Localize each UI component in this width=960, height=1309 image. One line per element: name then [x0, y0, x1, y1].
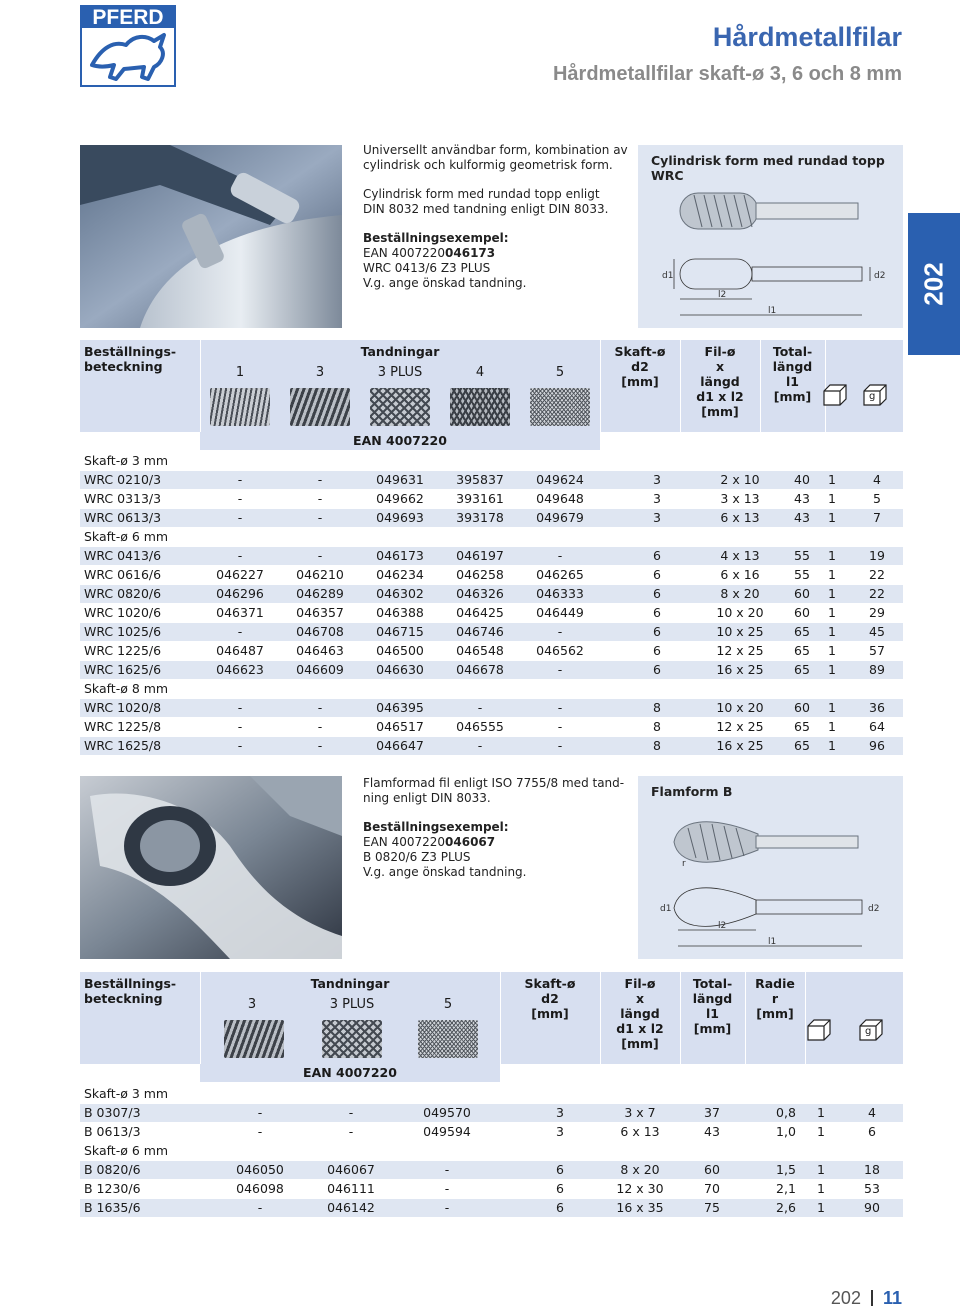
table-row — [80, 718, 903, 736]
table-cell: 046395 — [376, 700, 424, 715]
table-cell: 046234 — [376, 567, 424, 582]
table2-ean-header: EAN 4007220 — [200, 1064, 500, 1082]
table-cell: - — [317, 510, 323, 525]
teeth-texture-3 — [224, 1020, 284, 1058]
table-cell: 1 — [828, 700, 836, 715]
table-cell: 049679 — [536, 510, 584, 525]
chapter-tab: 202 — [908, 213, 960, 355]
table-cell: 3 — [556, 1105, 564, 1120]
table-cell: - — [557, 624, 563, 639]
svg-text:PFERD: PFERD — [92, 6, 164, 29]
order-code: WRC 0413/6 Z3 PLUS — [363, 261, 491, 275]
teeth-3plus: 3 PLUS — [377, 365, 423, 380]
group-title-row — [80, 452, 903, 470]
table-cell: 049662 — [376, 491, 424, 506]
teeth-texture-1 — [210, 388, 270, 426]
table-cell: 049648 — [536, 491, 584, 506]
table-cell: 57 — [869, 643, 885, 658]
table-cell: 65 — [794, 624, 810, 639]
table-cell: 22 — [869, 586, 885, 601]
group-title-row — [80, 528, 903, 546]
table-cell: 046609 — [296, 662, 344, 677]
col-radius: Radie r [mm] — [755, 976, 795, 1021]
table-cell: 3 — [653, 491, 661, 506]
table-cell: WRC 0613/3 — [84, 510, 162, 525]
table-cell: 2,1 — [776, 1181, 796, 1196]
table-cell: 18 — [864, 1162, 880, 1177]
table-cell: - — [237, 491, 243, 506]
table-cell: 6 — [653, 548, 661, 563]
dim-d1: d1 — [660, 904, 672, 914]
table-cell: 53 — [864, 1181, 880, 1196]
table-cell: B 1230/6 — [84, 1181, 141, 1196]
teeth-5: 5 — [443, 997, 453, 1012]
page-subtitle: Hårdmetallfilar skaft-ø 3, 6 och 8 mm — [552, 63, 902, 85]
weight-g-icon: g — [862, 383, 888, 407]
table-cell: B 0613/3 — [84, 1124, 141, 1139]
table-cell: 6 — [653, 586, 661, 601]
table-cell: 89 — [869, 662, 885, 677]
table-cell: WRC 0616/6 — [84, 567, 162, 582]
table-cell: 046746 — [456, 624, 504, 639]
table-cell: 6 — [556, 1181, 564, 1196]
table-cell: 3 x 13 — [720, 491, 760, 506]
table-cell: 75 — [704, 1200, 720, 1215]
table-cell: 046050 — [236, 1162, 284, 1177]
ean-number: 046067 — [445, 835, 496, 849]
col-total: Total- längd l1 [mm] — [692, 976, 733, 1036]
col-shank: Skaft-ø d2 [mm] — [614, 344, 666, 389]
table-cell: - — [317, 548, 323, 563]
table-cell: 8 — [653, 738, 661, 753]
table-cell: 6 — [653, 624, 661, 639]
table-cell: 4 x 13 — [720, 548, 760, 563]
teeth-texture-3plus — [370, 388, 430, 426]
dim-l1: l1 — [768, 306, 777, 316]
table-cell: B 1635/6 — [84, 1200, 141, 1215]
table-cell: 43 — [704, 1124, 720, 1139]
ean-number: 046173 — [445, 246, 496, 260]
table-cell: 046517 — [376, 719, 424, 734]
table-cell: 3 x 7 — [624, 1105, 656, 1120]
table-cell: 1 — [828, 643, 836, 658]
table-cell: 90 — [864, 1200, 880, 1215]
dim-d1: d1 — [662, 271, 674, 281]
table-cell: 046173 — [376, 548, 424, 563]
teeth-texture-3 — [290, 388, 350, 426]
order-code: B 0820/6 Z3 PLUS — [363, 850, 471, 864]
table-row — [80, 1199, 903, 1217]
teeth-3plus: 3 PLUS — [329, 997, 375, 1012]
table-cell: 046708 — [296, 624, 344, 639]
table-cell: 046258 — [456, 567, 504, 582]
table-cell: 1 — [828, 662, 836, 677]
table-cell: 046289 — [296, 586, 344, 601]
teeth-3: 3 — [247, 997, 257, 1012]
table-row — [80, 1104, 903, 1122]
table-cell: - — [237, 548, 243, 563]
table-row — [80, 490, 903, 508]
table-cell: - — [477, 738, 483, 753]
order-label: Beställningsexempel: — [363, 231, 509, 245]
table-cell: - — [257, 1200, 263, 1215]
table-row — [80, 1161, 903, 1179]
table-cell: 046098 — [236, 1181, 284, 1196]
table-cell: 046548 — [456, 643, 504, 658]
table-cell: WRC 0210/3 — [84, 472, 162, 487]
table-cell: 40 — [794, 472, 810, 487]
table-cell: 046296 — [216, 586, 264, 601]
table-cell: 6 x 16 — [720, 567, 760, 582]
table-cell: WRC 1020/8 — [84, 700, 162, 715]
teeth-texture-5 — [418, 1020, 478, 1058]
table-cell: 6 x 13 — [620, 1124, 660, 1139]
table-cell: 4 — [873, 472, 881, 487]
table-cell: 36 — [869, 700, 885, 715]
teeth-5: 5 — [555, 365, 565, 380]
order-label: Beställningsexempel: — [363, 820, 509, 834]
table-cell: 6 — [653, 605, 661, 620]
table-cell: 1 — [817, 1105, 825, 1120]
table-cell: WRC 1625/6 — [84, 662, 162, 677]
table-cell: 1 — [828, 624, 836, 639]
table-cell: 046630 — [376, 662, 424, 677]
table-cell: - — [348, 1124, 354, 1139]
table-cell: 1 — [828, 491, 836, 506]
table-cell: 1 — [817, 1162, 825, 1177]
table-cell: - — [444, 1162, 450, 1177]
table-cell: - — [317, 472, 323, 487]
table-row — [80, 1180, 903, 1198]
group-title-row — [80, 1142, 903, 1160]
table-cell: 60 — [704, 1162, 720, 1177]
table-cell: 60 — [794, 586, 810, 601]
table-cell: 70 — [704, 1181, 720, 1196]
table-cell: 2,6 — [776, 1200, 796, 1215]
table-cell: 8 — [653, 719, 661, 734]
product-photo-wrc — [80, 145, 342, 328]
table-cell: 1 — [817, 1124, 825, 1139]
table-cell: - — [444, 1181, 450, 1196]
shape-title: Flamform B — [651, 784, 733, 799]
table-cell: 10 x 20 — [716, 700, 764, 715]
col-teeth: Tandningar — [360, 344, 440, 359]
table-cell: 1 — [828, 548, 836, 563]
table-cell: WRC 1225/8 — [84, 719, 162, 734]
table-cell: 12 x 30 — [616, 1181, 664, 1196]
table-cell: 12 x 25 — [716, 719, 764, 734]
table-cell: 046715 — [376, 624, 424, 639]
table-cell: 046371 — [216, 605, 264, 620]
table-cell: - — [317, 719, 323, 734]
table-cell: 0,8 — [776, 1105, 796, 1120]
table-cell: - — [444, 1200, 450, 1215]
table-cell: 046647 — [376, 738, 424, 753]
table-cell: 64 — [869, 719, 885, 734]
table-cell: 8 — [653, 700, 661, 715]
table-cell: 10 x 20 — [716, 605, 764, 620]
table-cell: 046678 — [456, 662, 504, 677]
table-row — [80, 604, 903, 622]
table-cell: 65 — [794, 738, 810, 753]
section2-description — [363, 776, 638, 880]
table-cell: 55 — [794, 548, 810, 563]
table-row — [80, 737, 903, 755]
table-cell: - — [237, 700, 243, 715]
table-cell: - — [257, 1124, 263, 1139]
table-cell: 1 — [828, 738, 836, 753]
shape-title: Cylindrisk form med rundad topp WRC — [651, 153, 885, 183]
teeth-3: 3 — [315, 365, 325, 380]
table-cell: WRC 0413/6 — [84, 548, 162, 563]
desc-line: Cylindrisk form med rundad topp enligt — [363, 187, 600, 201]
dim-d2: d2 — [874, 271, 886, 281]
table-cell: - — [557, 700, 563, 715]
table-cell: 046555 — [456, 719, 504, 734]
table-cell: WRC 1025/6 — [84, 624, 162, 639]
table-cell: 046562 — [536, 643, 584, 658]
intro-line: cylindrisk och kulformig geometrisk form. — [363, 158, 613, 172]
table-cell: 393161 — [456, 491, 504, 506]
product-photo-flame — [80, 776, 342, 959]
table-cell: 049594 — [423, 1124, 471, 1139]
table-row — [80, 566, 903, 584]
desc-line: Flamformad fil enligt ISO 7755/8 med tand- — [363, 776, 625, 790]
table-cell: 049693 — [376, 510, 424, 525]
table-cell: - — [557, 548, 563, 563]
teeth-texture-3plus — [322, 1020, 382, 1058]
table-cell: 046487 — [216, 643, 264, 658]
table-cell: - — [237, 510, 243, 525]
table-cell: 1 — [817, 1181, 825, 1196]
table-cell: 046067 — [327, 1162, 375, 1177]
table-cell: 6 — [653, 567, 661, 582]
table-cell: WRC 1625/8 — [84, 738, 162, 753]
table-cell: 1,0 — [776, 1124, 796, 1139]
table-cell: 1 — [828, 586, 836, 601]
col-total: Total- längd l1 [mm] — [772, 344, 813, 404]
dim-l2: l2 — [718, 290, 727, 300]
table1-ean-header: EAN 4007220 — [200, 432, 600, 450]
col-file: Fil-ø x längd d1 x l2 [mm] — [696, 344, 744, 419]
table-cell: - — [237, 472, 243, 487]
table-cell: 96 — [869, 738, 885, 753]
table-cell: 37 — [704, 1105, 720, 1120]
table-cell: 5 — [873, 491, 881, 506]
table-cell: - — [317, 491, 323, 506]
table-cell: B 0820/6 — [84, 1162, 141, 1177]
table-cell: 046357 — [296, 605, 344, 620]
table-cell: 1 — [828, 605, 836, 620]
page-number-right: 11 — [882, 1288, 902, 1308]
table-cell: 8 x 20 — [720, 586, 760, 601]
table-cell: 65 — [794, 662, 810, 677]
order-note: V.g. ange önskad tandning. — [363, 865, 527, 879]
col-file: Fil-ø x längd d1 x l2 [mm] — [616, 976, 664, 1051]
weight-g-icon: g — [858, 1018, 884, 1042]
table-row — [80, 471, 903, 489]
table-cell: 046425 — [456, 605, 504, 620]
order-note: V.g. ange önskad tandning. — [363, 276, 527, 290]
table-cell: - — [557, 662, 563, 677]
wrc-shape-box — [638, 145, 903, 328]
table-cell: - — [237, 719, 243, 734]
table-cell: - — [557, 719, 563, 734]
table-cell: 1 — [828, 719, 836, 734]
desc-line: DIN 8032 med tandning enligt DIN 8033. — [363, 202, 609, 216]
table-row — [80, 661, 903, 679]
teeth-1: 1 — [235, 365, 245, 380]
table-cell: 046142 — [327, 1200, 375, 1215]
table-cell: WRC 1225/6 — [84, 643, 162, 658]
table-cell: 6 — [653, 643, 661, 658]
table-cell: 43 — [794, 510, 810, 525]
group-title-row — [80, 1085, 903, 1103]
table-cell: 046449 — [536, 605, 584, 620]
table-cell: WRC 1020/6 — [84, 605, 162, 620]
table-cell: 046326 — [456, 586, 504, 601]
table-cell: 6 x 13 — [720, 510, 760, 525]
flame-shape-box — [638, 776, 903, 959]
table-cell: 3 — [653, 510, 661, 525]
desc-line: ning enligt DIN 8033. — [363, 791, 491, 805]
table-cell: - — [477, 700, 483, 715]
table-cell: 393178 — [456, 510, 504, 525]
table-cell: 22 — [869, 567, 885, 582]
table-cell: 6 — [556, 1162, 564, 1177]
table-row — [80, 585, 903, 603]
col-designation: Beställnings- beteckning — [84, 344, 177, 374]
table-cell: 19 — [869, 548, 885, 563]
table-cell: 8 x 20 — [620, 1162, 660, 1177]
group-title: Skaft-ø 8 mm — [84, 681, 169, 696]
table-cell: 3 — [556, 1124, 564, 1139]
ean-prefix: EAN 4007220 — [363, 835, 446, 849]
page-title: Hårdmetallfilar — [712, 22, 902, 52]
table-cell: - — [317, 738, 323, 753]
table-row — [80, 547, 903, 565]
table-row — [80, 699, 903, 717]
table-cell: 1 — [828, 510, 836, 525]
group-title-row — [80, 680, 903, 698]
table-cell: 1,5 — [776, 1162, 796, 1177]
table-cell: 6 — [868, 1124, 876, 1139]
table-cell: 2 x 10 — [720, 472, 760, 487]
table-cell: 43 — [794, 491, 810, 506]
table-cell: 6 — [556, 1200, 564, 1215]
group-title: Skaft-ø 3 mm — [84, 1086, 169, 1101]
table-cell: 395837 — [456, 472, 504, 487]
table-row — [80, 509, 903, 527]
table-cell: - — [557, 738, 563, 753]
col-shank: Skaft-ø d2 [mm] — [524, 976, 576, 1021]
table-cell: WRC 0820/6 — [84, 586, 162, 601]
table-cell: 65 — [794, 643, 810, 658]
table-cell: 049631 — [376, 472, 424, 487]
table-cell: - — [237, 624, 243, 639]
table-cell: 046227 — [216, 567, 264, 582]
table-cell: 45 — [869, 624, 885, 639]
table-cell: 65 — [794, 719, 810, 734]
teeth-texture-4 — [450, 388, 510, 426]
page-numbers — [831, 1288, 902, 1309]
table-cell: B 0307/3 — [84, 1105, 141, 1120]
intro-line: Universellt användbar form, kombination av — [363, 143, 628, 157]
table-cell: 1 — [828, 567, 836, 582]
table-cell: 046210 — [296, 567, 344, 582]
table-row — [80, 1123, 903, 1141]
group-title: Skaft-ø 3 mm — [84, 453, 169, 468]
table-cell: - — [317, 700, 323, 715]
dim-r: r — [682, 859, 686, 869]
table-cell: 16 x 25 — [716, 738, 764, 753]
table-cell: 046388 — [376, 605, 424, 620]
group-title: Skaft-ø 6 mm — [84, 529, 169, 544]
dim-d2: d2 — [868, 904, 880, 914]
table-cell: - — [257, 1105, 263, 1120]
col-designation: Beställnings- beteckning — [84, 976, 177, 1006]
table-cell: 16 x 25 — [716, 662, 764, 677]
group-title: Skaft-ø 6 mm — [84, 1143, 169, 1158]
table-cell: 60 — [794, 605, 810, 620]
table-cell: 60 — [794, 700, 810, 715]
table-cell: 1 — [817, 1200, 825, 1215]
table-cell: 049570 — [423, 1105, 471, 1120]
dim-l1: l1 — [768, 937, 777, 947]
table-cell: 046302 — [376, 586, 424, 601]
table-cell: 6 — [653, 662, 661, 677]
table-cell: 049624 — [536, 472, 584, 487]
table-cell: 1 — [828, 472, 836, 487]
table-cell: 7 — [873, 510, 881, 525]
table-cell: 16 x 35 — [616, 1200, 664, 1215]
table-row — [80, 623, 903, 641]
ean-prefix: EAN 4007220 — [363, 246, 446, 260]
table-cell: 4 — [868, 1105, 876, 1120]
table-cell: - — [348, 1105, 354, 1120]
teeth-4: 4 — [475, 365, 485, 380]
table-cell: - — [237, 738, 243, 753]
table-cell: 046333 — [536, 586, 584, 601]
table-cell: 10 x 25 — [716, 624, 764, 639]
table-cell: 046463 — [296, 643, 344, 658]
table-cell: 046623 — [216, 662, 264, 677]
section1-description — [363, 143, 638, 291]
table-cell: 046111 — [327, 1181, 375, 1196]
table-cell: 55 — [794, 567, 810, 582]
page-number-left: 202 — [830, 1288, 861, 1308]
box-icon — [822, 383, 848, 411]
dim-l2: l2 — [718, 921, 727, 931]
table-cell: 12 x 25 — [716, 643, 764, 658]
teeth-texture-5 — [530, 388, 590, 426]
box-icon — [806, 1018, 832, 1046]
col-teeth: Tandningar — [310, 976, 390, 991]
table-cell: 29 — [869, 605, 885, 620]
table-cell: WRC 0313/3 — [84, 491, 162, 506]
pferd-logo — [80, 5, 176, 87]
table-cell: 046197 — [456, 548, 504, 563]
table-row — [80, 642, 903, 660]
table-cell: 046500 — [376, 643, 424, 658]
table-cell: 046265 — [536, 567, 584, 582]
table-cell: 3 — [653, 472, 661, 487]
